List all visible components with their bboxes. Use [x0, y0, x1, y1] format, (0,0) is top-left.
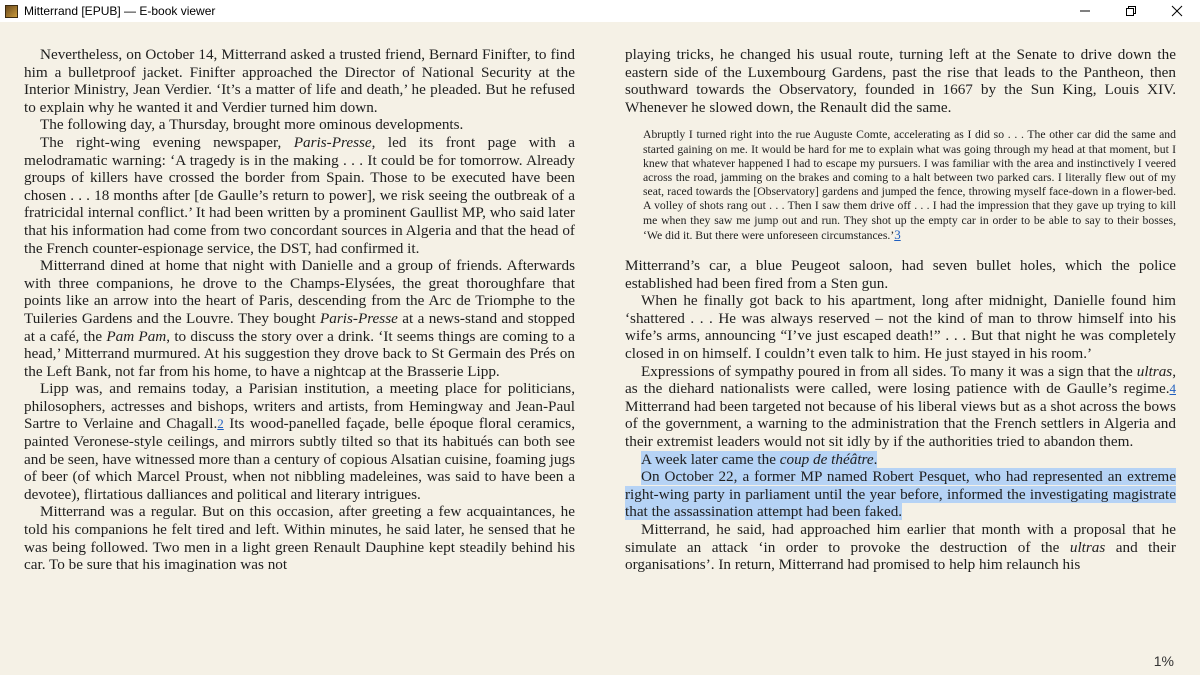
footnote-link[interactable]: 4 [1169, 381, 1176, 397]
minimize-icon [1079, 5, 1091, 17]
paragraph: The right-wing evening newspaper, Paris-Presse, led its front page with a melodramatic warning: ‘A tragedy is in the making . . . It could be for tomorrow. Already groups of killers have crossed the border from Spain. Those to be executed have been chosen . . . 18 months after [de Gaulle’s return to power], we risk seeing the outbreak of a fratricidal internal conflict.’ It had been written by a prominent Gaullist MP, who said later that his information had come from two concordant sources in Algeria and that the head of the French counter-espionage service, the DST, had confirmed it. [24, 133, 575, 257]
app-book-icon [5, 5, 18, 18]
left-column [24, 46, 575, 574]
paragraph: Mitterrand was a regular. But on this occasion, after greeting a few acquaintances, he told his companions he felt tired and left. Within minutes, he said later, he sensed that he was being followed. Two men in a light green Renault Dauphine kept steadily behind his car. To be sure that his imagination was not [24, 503, 575, 574]
reading-progress: 1% [1153, 653, 1174, 669]
paragraph: Mitterrand, he said, had approached him earlier that month with a proposal that he simulate an attack ‘in order to provoke the destruction of the ultras and their organisations’. In return, Mitterrand had promised to help him relaunch his [625, 520, 1176, 574]
right-column [625, 46, 1176, 574]
paragraph: Mitterrand dined at home that night with Danielle and a group of friends. Afterwards with three companions, he drove to the Champs-Elysées, the great thoroughfare that points like an arrow into the heart of Paris, descending from the Arc de Triomphe to the Tuileries Gardens and the Louvre. They bought Paris-Presse at a news-stand and stopped at a café, the Pam Pam, to discuss the story over a drink. ‘It seems things are coming to a head,’ Mitterrand murmured. At his suggestion they drove back to St Germain des Prés on the Left Bank, not far from his home, to have a nightcap at the Brasserie Lipp. [24, 257, 576, 380]
restore-button[interactable] [1108, 0, 1154, 22]
footnote-link[interactable]: 2 [217, 416, 224, 432]
highlighted-paragraph[interactable]: A week later came the coup de théâtre. [641, 450, 878, 468]
paragraph: Nevertheless, on October 14, Mitterrand asked a trusted friend, Bernard Finifter, to find him a bulletproof jacket. Finifter approached the Director of National Security at the Interior Ministry, Jean Verdier. ‘It’s a matter of life and death,’ he pleaded. But he refused to explain why he wanted it and Verdier turned him down. [24, 46, 575, 116]
footnote-link[interactable]: 3 [894, 226, 901, 242]
paragraph: Lipp was, and remains today, a Parisian institution, a meeting place for politicians, philosophers, actresses and bishops, writers and artists, from Hemingway and Jean-Paul Sartre to Verlaine and Chagall.2 Its wood-panelled façade, belle époque floral ceramics, painted Veronese-style ceilings, and mirrors subtly tilted so that its habitués can both see and be seen, have witnessed more than a century of copious Alsatian cuisine, foaming jugs of beer (of which Marcel Proust, when not nibbling madeleines, was said to have been a devotee), flirtatious dalliances and political and literary intrigues. [24, 380, 575, 503]
paragraph: Mitterrand’s car, a blue Peugeot saloon, had seven bullet holes, which the police established had been fired from a Sten gun. [625, 257, 1176, 292]
close-button[interactable] [1154, 0, 1200, 22]
minimize-button[interactable] [1062, 0, 1108, 22]
paragraph: playing tricks, he changed his usual route, turning left at the Senate to drive down the eastern side of the Luxembourg Gardens, past the rise that leads to the Pantheon, then southward towards the Observatory, founded in 1667 by the Sun King, Louis XIV. Whenever he slowed down, the Renault did the same. [625, 46, 1176, 116]
highlighted-paragraph[interactable]: On October 22, a former MP named Robert Pesquet, who had represented an extreme right-wing party in parliament until the year before, informed the investigating magistrate that the assassination attempt had been faked. [625, 468, 1176, 521]
paragraph: When he finally got back to his apartment, long after midnight, Danielle found him ‘shattered . . . He was always reserved – not the kind of man to throw himself into his wife’s arms, announcing “I’ve just escaped death!” . . . But that night he was completely closed in on himself. I couldn’t even talk to him. He just stayed in his room.’ [625, 292, 1176, 362]
title-bar [0, 0, 1200, 22]
book-page[interactable] [0, 22, 1200, 675]
paragraph: Expressions of sympathy poured in from all sides. To many it was a sign that the ultras, as the diehard nationalists were called, were losing patience with de Gaulle’s regime.4 Mitterrand had been targeted not because of his liberal views but as a shot across the bows of the government, a warning to the administration that the French settlers in Algeria and their extremist leaders would not sit idly by if the authorities tried to abandon them. [625, 362, 1176, 450]
block-quote: Abruptly I turned right into the rue Auguste Comte, accelerating as I did so . . . The other car did the same and started gaining on me. It would be hard for me to explain what was going through my head at that moment, but I knew that whatever happened I had to escape my pursuers. I was familiar with the area and instinctively I veered across the road, jamming on the brakes and coming to a halt between two parked cars. I literally flew out of my seat, raced towards the [Observatory] gardens and jumped the fence, throwing myself face-down in a flower-bed. A volley of shots rang out . . . Then I saw them drive off . . . I had the impression that they gave up trying to kill me when they saw me jump out and run. They shot up the empty car in order to be able to say to their bosses, ‘We did it. But there were unforeseen circumstances.’3 [643, 128, 1176, 242]
paragraph: The following day, a Thursday, brought more ominous developments. [40, 116, 464, 134]
window-title: Mitterrand [EPUB] — E-book viewer [24, 4, 216, 18]
close-icon [1171, 5, 1183, 17]
window-controls [1062, 0, 1200, 22]
restore-icon [1125, 5, 1137, 17]
